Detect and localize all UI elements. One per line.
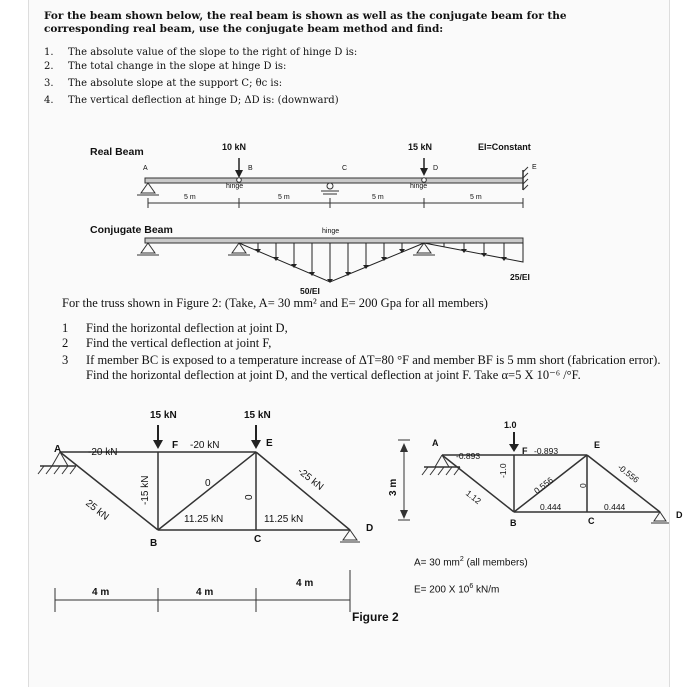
question-4-num: 4. <box>44 95 54 106</box>
left-joint-a: A <box>54 444 62 455</box>
conj-mid-value: 50/EI <box>300 286 320 296</box>
modulus-suffix: kN/m <box>473 584 500 596</box>
right-force-bf: -1.0 <box>498 463 508 478</box>
figure-label: Figure 2 <box>352 610 399 624</box>
right-support-d <box>651 512 669 523</box>
area-suffix: (all members) <box>463 557 528 569</box>
force-bc-label: 11.25 kN <box>184 514 224 525</box>
point-b-label: B <box>248 165 253 172</box>
force-cd-label: 11.25 kN <box>264 514 304 525</box>
area-exponent: 2 <box>459 556 464 563</box>
modulus-prefix: E= 200 X 10 <box>414 584 470 596</box>
height-label: 3 m <box>388 478 399 496</box>
conjugate-beam-label: Conjugate Beam <box>90 224 173 236</box>
question-3-num: 3. <box>44 78 54 89</box>
right-joint-f: F <box>522 446 528 456</box>
span-1-label: 4 m <box>92 587 110 598</box>
question-3: The absolute slope at the support C; θc is: <box>68 78 283 89</box>
force-ab-label: 25 kN <box>83 498 111 523</box>
right-force-ce: 0 <box>578 483 588 488</box>
modulus-note <box>414 583 499 595</box>
real-beam-label: Real Beam <box>90 146 144 158</box>
question-2-num: 2. <box>44 61 54 72</box>
left-joint-e: E <box>266 438 273 449</box>
right-force-ab: 1.12 <box>463 488 484 507</box>
question-1-num: 1. <box>44 47 54 58</box>
left-load-f-label: 15 kN <box>150 410 177 421</box>
left-load-e-label: 15 kN <box>244 410 271 421</box>
force-fe-label: -20 kN <box>190 440 220 451</box>
question-2: The total change in the slope at hinge D is: <box>68 61 287 72</box>
conj-right-value: 25/EI <box>510 272 530 282</box>
modulus-exponent: 6 <box>469 583 474 590</box>
right-joint-c: C <box>588 516 595 526</box>
area-prefix: A= 30 mm <box>414 557 460 569</box>
span-ab-label: 5 m <box>184 194 196 201</box>
left-support-d <box>340 530 360 542</box>
left-support-a <box>38 452 76 474</box>
ei-constant-label: EI=Constant <box>478 142 531 152</box>
right-joint-d: D <box>676 510 683 520</box>
problem-header: For the beam shown below, the real beam is shown as well as the conjugate beam for the corresponding real beam, use the conjugate beam method and find: <box>44 10 567 35</box>
right-force-bc: 0.444 <box>540 502 562 512</box>
span-3-label: 4 m <box>296 578 314 589</box>
truss-item-1: Find the horizontal deflection at joint D, <box>86 321 288 335</box>
truss-item-3: If member BC is exposed to a temperature increase of ΔT=80 °F and member BF is 5 mm short (fabrication error). Find the horizontal deflection at joint D, and the vertical deflection at joint F. Take α=5 X 10⁻⁶ /°F. <box>86 353 661 382</box>
hinge-b-label: hinge <box>226 183 244 190</box>
point-a-label: A <box>143 165 148 172</box>
force-bf-label: -15 kN <box>140 475 151 505</box>
truss-item-2: Find the vertical deflection at joint F, <box>86 336 272 350</box>
truss-intro: For the truss shown in Figure 2: (Take, A= 30 mm² and E= 200 Gpa for all members) <box>62 296 488 310</box>
force-be-label: 0 <box>205 478 211 489</box>
point-e-label: E <box>532 164 537 171</box>
truss-item-1-num: 1 <box>62 321 69 335</box>
area-note <box>414 556 528 568</box>
force-ce-label: 0 <box>244 494 255 500</box>
left-joint-c: C <box>254 534 262 545</box>
question-4: The vertical deflection at hinge D; ΔD is: (downward) <box>68 95 339 106</box>
left-joint-f: F <box>172 440 179 451</box>
right-force-ed: -0.556 <box>615 462 641 485</box>
span-cd-label: 5 m <box>372 194 384 201</box>
point-c-label: C <box>342 165 348 172</box>
left-joint-d: D <box>366 523 374 534</box>
span-bc-label: 5 m <box>278 194 290 201</box>
right-force-cd: 0.444 <box>604 502 626 512</box>
load-10kn-label: 10 kN <box>222 142 247 152</box>
hinge-d-label: hinge <box>410 183 428 190</box>
truss-item-3-num: 3 <box>62 353 69 367</box>
conj-hinge-label: hinge <box>322 228 340 235</box>
span-2-label: 4 m <box>196 587 214 598</box>
force-ed-label: -25 kN <box>295 466 326 493</box>
truss-item-2-num: 2 <box>62 336 69 350</box>
force-af-label: -20 kN <box>88 447 118 458</box>
right-force-af: -0.893 <box>456 451 481 461</box>
right-force-be: 0.556 <box>532 474 555 496</box>
right-joint-a: A <box>432 438 439 448</box>
question-1: The absolute value of the slope to the right of hinge D is: <box>68 47 358 58</box>
point-d-label: D <box>433 165 439 172</box>
right-joint-e: E <box>594 440 601 450</box>
span-de-label: 5 m <box>470 194 482 201</box>
right-force-fe: -0.893 <box>534 446 559 456</box>
right-joint-b: B <box>510 518 517 528</box>
right-load-label: 1.0 <box>504 420 517 430</box>
load-15kn-label: 15 kN <box>408 142 433 152</box>
left-joint-b: B <box>150 538 158 549</box>
